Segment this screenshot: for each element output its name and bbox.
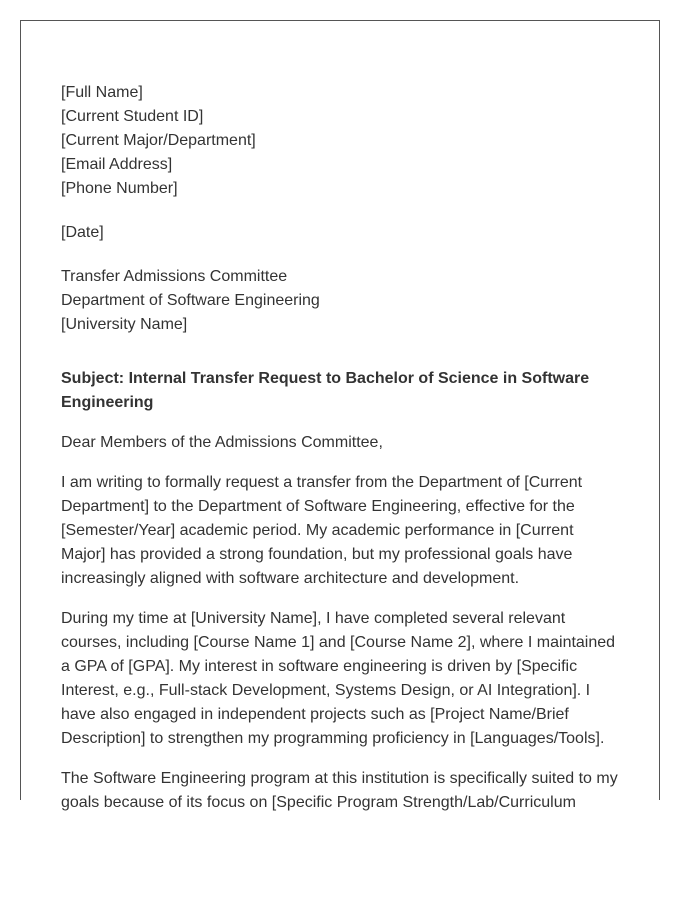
body-paragraph-2: During my time at [University Name], I have completed several relevant courses, including [Course Name 1] and [Course Name 2], where I maintained a GPA of [GPA]. My interest in software engineering is driven by [Specific Interest, e.g., Full-stack Development, Systems Design, or AI Integration]. I have also engaged in independent projects such as [Project Name/Brief Description] to strengthen my programming proficiency in [Languages/Tools]. <box>61 610 616 747</box>
body-paragraph-1: I am writing to formally request a transfer from the Department of [Current Department] to the Department of Software Engineering, effective for the [Semester/Year] academic period. My academic performance in [Current Major] has provided a strong foundation, but my professional goals have increasingly aligned with software architecture and development. <box>61 474 583 587</box>
sender-full-name: [Full Name] <box>61 84 143 101</box>
recipient-committee: Transfer Admissions Committee <box>61 268 288 285</box>
letter-date: [Date] <box>61 224 104 241</box>
letter-content <box>61 81 621 831</box>
sender-block <box>61 81 621 201</box>
body-paragraph-3: The Software Engineering program at this institution is specifically suited to my goals because of its focus on [Specific Program Strength/Lab/Curriculum <box>61 770 618 811</box>
letter-page <box>20 20 660 811</box>
date-block <box>61 221 621 245</box>
recipient-block <box>61 265 621 337</box>
letter-salutation: Dear Members of the Admissions Committee, <box>61 434 383 451</box>
sender-email: [Email Address] <box>61 156 173 173</box>
sender-major: [Current Major/Department] <box>61 132 256 149</box>
sender-student-id: [Current Student ID] <box>61 108 204 125</box>
recipient-department: Department of Software Engineering <box>61 292 320 309</box>
recipient-university: [University Name] <box>61 316 188 333</box>
sender-phone: [Phone Number] <box>61 180 178 197</box>
letter-subject: Subject: Internal Transfer Request to Bachelor of Science in Software Engineering <box>61 370 590 411</box>
